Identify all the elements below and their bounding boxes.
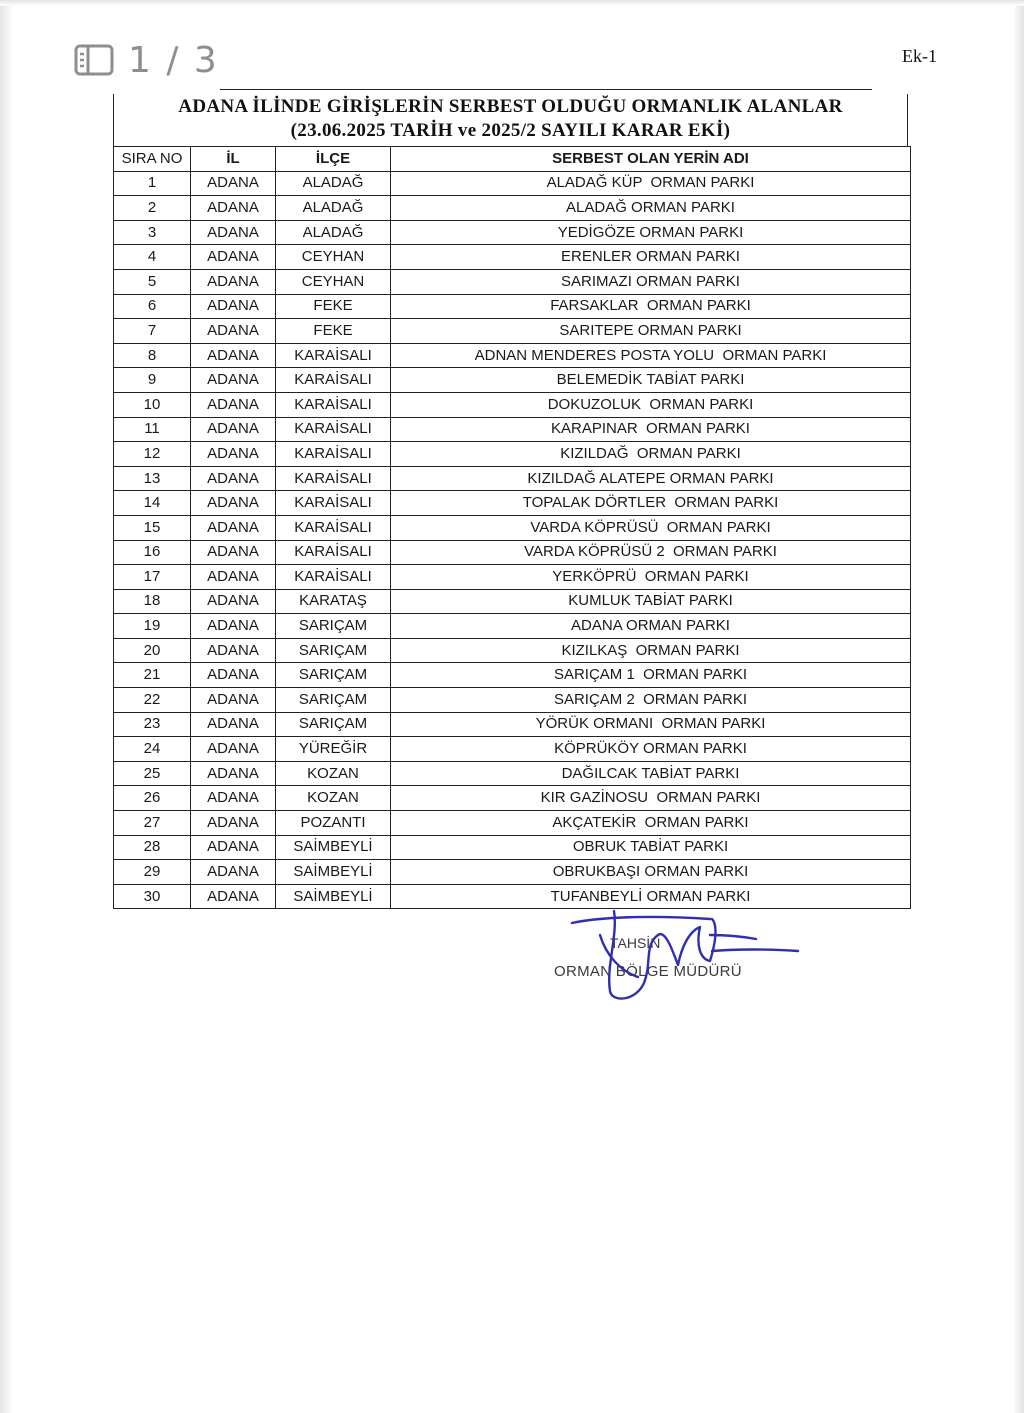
cell-yer-adi: KARAPINAR ORMAN PARKI <box>391 417 911 442</box>
cell-yer-adi: OBRUK TABİAT PARKI <box>391 835 911 860</box>
cell-yer-adi: ALADAĞ KÜP ORMAN PARKI <box>391 171 911 196</box>
page-number-text: 1 / 3 <box>128 39 219 81</box>
table-row <box>114 417 911 442</box>
cell-sira-no: 6 <box>114 294 191 319</box>
cell-ilce: KARAİSALI <box>276 515 391 540</box>
cell-ilce: KARAİSALI <box>276 417 391 442</box>
cell-il: ADANA <box>191 220 276 245</box>
cell-il: ADANA <box>191 835 276 860</box>
cell-yer-adi: KÖPRÜKÖY ORMAN PARKI <box>391 737 911 762</box>
table-row <box>114 860 911 885</box>
cell-yer-adi: ADNAN MENDERES POSTA YOLU ORMAN PARKI <box>391 343 911 368</box>
cell-ilce: FEKE <box>276 294 391 319</box>
cell-il: ADANA <box>191 196 276 221</box>
cell-il: ADANA <box>191 811 276 836</box>
cell-il: ADANA <box>191 417 276 442</box>
cell-yer-adi: FARSAKLAR ORMAN PARKI <box>391 294 911 319</box>
title-top-rule <box>220 89 872 90</box>
cell-sira-no: 29 <box>114 860 191 885</box>
document-title-block <box>113 94 908 146</box>
cell-il: ADANA <box>191 491 276 516</box>
cell-il: ADANA <box>191 737 276 762</box>
signature-scribble <box>540 905 810 1005</box>
cell-sira-no: 13 <box>114 466 191 491</box>
cell-il: ADANA <box>191 368 276 393</box>
cell-yer-adi: KIR GAZİNOSU ORMAN PARKI <box>391 786 911 811</box>
cell-sira-no: 9 <box>114 368 191 393</box>
cell-il: ADANA <box>191 688 276 713</box>
cell-ilce: KARAİSALI <box>276 442 391 467</box>
cell-ilce: SAİMBEYLİ <box>276 835 391 860</box>
cell-il: ADANA <box>191 392 276 417</box>
cell-yer-adi: YÖRÜK ORMANI ORMAN PARKI <box>391 712 911 737</box>
cell-yer-adi: SARITEPE ORMAN PARKI <box>391 319 911 344</box>
table-row <box>114 343 911 368</box>
cell-ilce: SAİMBEYLİ <box>276 884 391 909</box>
cell-sira-no: 8 <box>114 343 191 368</box>
cell-il: ADANA <box>191 786 276 811</box>
cell-sira-no: 21 <box>114 663 191 688</box>
cell-il: ADANA <box>191 638 276 663</box>
cell-yer-adi: SARIÇAM 1 ORMAN PARKI <box>391 663 911 688</box>
cell-ilce: SARIÇAM <box>276 638 391 663</box>
cell-ilce: CEYHAN <box>276 245 391 270</box>
table-row <box>114 491 911 516</box>
cell-ilce: KARAİSALI <box>276 491 391 516</box>
document-title: ADANA İLİNDE GİRİŞLERİN SERBEST OLDUĞU ORMANLIK ALANLAR <box>178 96 843 117</box>
cell-ilce: ALADAĞ <box>276 196 391 221</box>
cell-sira-no: 12 <box>114 442 191 467</box>
table-row <box>114 319 911 344</box>
cell-ilce: KARAİSALI <box>276 565 391 590</box>
cell-yer-adi: ALADAĞ ORMAN PARKI <box>391 196 911 221</box>
table-row <box>114 811 911 836</box>
cell-ilce: KARAİSALI <box>276 540 391 565</box>
cell-il: ADANA <box>191 884 276 909</box>
cell-yer-adi: KIZILDAĞ ALATEPE ORMAN PARKI <box>391 466 911 491</box>
cell-sira-no: 30 <box>114 884 191 909</box>
cell-sira-no: 18 <box>114 589 191 614</box>
table-row <box>114 786 911 811</box>
cell-yer-adi: KIZILDAĞ ORMAN PARKI <box>391 442 911 467</box>
cell-il: ADANA <box>191 294 276 319</box>
cell-ilce: KOZAN <box>276 761 391 786</box>
cell-ilce: FEKE <box>276 319 391 344</box>
cell-yer-adi: SARIMAZI ORMAN PARKI <box>391 269 911 294</box>
cell-il: ADANA <box>191 589 276 614</box>
table-row <box>114 638 911 663</box>
cell-ilce: CEYHAN <box>276 269 391 294</box>
cell-sira-no: 20 <box>114 638 191 663</box>
cell-ilce: KARAİSALI <box>276 392 391 417</box>
table-row <box>114 688 911 713</box>
table-row <box>114 540 911 565</box>
cell-sira-no: 16 <box>114 540 191 565</box>
cell-il: ADANA <box>191 565 276 590</box>
cell-il: ADANA <box>191 712 276 737</box>
cell-sira-no: 23 <box>114 712 191 737</box>
cell-sira-no: 22 <box>114 688 191 713</box>
cell-sira-no: 2 <box>114 196 191 221</box>
cell-sira-no: 26 <box>114 786 191 811</box>
column-header-sira-no: SIRA NO <box>114 147 191 172</box>
table-row <box>114 663 911 688</box>
document-subtitle: (23.06.2025 TARİH ve 2025/2 SAYILI KARAR EKİ) <box>290 120 731 141</box>
cell-il: ADANA <box>191 442 276 467</box>
cell-sira-no: 10 <box>114 392 191 417</box>
cell-sira-no: 15 <box>114 515 191 540</box>
cell-ilce: ALADAĞ <box>276 220 391 245</box>
cell-yer-adi: VARDA KÖPRÜSÜ ORMAN PARKI <box>391 515 911 540</box>
cell-sira-no: 28 <box>114 835 191 860</box>
cell-yer-adi: VARDA KÖPRÜSÜ 2 ORMAN PARKI <box>391 540 911 565</box>
column-header-yer-adi: SERBEST OLAN YERİN ADI <box>391 147 911 172</box>
cell-ilce: KOZAN <box>276 786 391 811</box>
cell-sira-no: 1 <box>114 171 191 196</box>
signature-block <box>540 905 810 1005</box>
cell-ilce: SARIÇAM <box>276 688 391 713</box>
table-row <box>114 245 911 270</box>
cell-yer-adi: KIZILKAŞ ORMAN PARKI <box>391 638 911 663</box>
page-indicator[interactable] <box>74 40 219 80</box>
table-row <box>114 737 911 762</box>
page-right-edge <box>1014 0 1024 1413</box>
table-row <box>114 196 911 221</box>
table-row <box>114 515 911 540</box>
cell-yer-adi: YERKÖPRÜ ORMAN PARKI <box>391 565 911 590</box>
cell-yer-adi: DAĞILCAK TABİAT PARKI <box>391 761 911 786</box>
cell-ilce: POZANTI <box>276 811 391 836</box>
cell-il: ADANA <box>191 663 276 688</box>
cell-sira-no: 5 <box>114 269 191 294</box>
cell-sira-no: 17 <box>114 565 191 590</box>
cell-il: ADANA <box>191 269 276 294</box>
table-row <box>114 269 911 294</box>
cell-ilce: YÜREĞİR <box>276 737 391 762</box>
table-row <box>114 171 911 196</box>
cell-il: ADANA <box>191 761 276 786</box>
cell-ilce: KARAİSALI <box>276 466 391 491</box>
cell-yer-adi: OBRUKBAŞI ORMAN PARKI <box>391 860 911 885</box>
table-header-row <box>114 147 911 172</box>
table-row <box>114 368 911 393</box>
cell-il: ADANA <box>191 614 276 639</box>
cell-yer-adi: KUMLUK TABİAT PARKI <box>391 589 911 614</box>
table-row <box>114 614 911 639</box>
table-row <box>114 294 911 319</box>
cell-ilce: SARIÇAM <box>276 712 391 737</box>
cell-il: ADANA <box>191 860 276 885</box>
cell-il: ADANA <box>191 171 276 196</box>
annex-label: Ek-1 <box>902 46 937 66</box>
cell-sira-no: 25 <box>114 761 191 786</box>
cell-sira-no: 27 <box>114 811 191 836</box>
forest-areas-table <box>113 146 911 909</box>
cell-ilce: SARIÇAM <box>276 614 391 639</box>
cell-yer-adi: AKÇATEKİR ORMAN PARKI <box>391 811 911 836</box>
cell-sira-no: 3 <box>114 220 191 245</box>
cell-sira-no: 7 <box>114 319 191 344</box>
table-row <box>114 712 911 737</box>
cell-yer-adi: TOPALAK DÖRTLER ORMAN PARKI <box>391 491 911 516</box>
cell-yer-adi: BELEMEDİK TABİAT PARKI <box>391 368 911 393</box>
page-left-edge <box>0 0 12 1413</box>
table-row <box>114 442 911 467</box>
cell-yer-adi: YEDİGÖZE ORMAN PARKI <box>391 220 911 245</box>
column-header-il: İL <box>191 147 276 172</box>
table-row <box>114 220 911 245</box>
table-row <box>114 835 911 860</box>
table-row <box>114 466 911 491</box>
cell-ilce: KARAİSALI <box>276 343 391 368</box>
cell-sira-no: 4 <box>114 245 191 270</box>
cell-yer-adi: ADANA ORMAN PARKI <box>391 614 911 639</box>
column-header-ilce: İLÇE <box>276 147 391 172</box>
cell-yer-adi: TUFANBEYLİ ORMAN PARKI <box>391 884 911 909</box>
table-row <box>114 565 911 590</box>
cell-sira-no: 19 <box>114 614 191 639</box>
sidebar-panel-icon[interactable] <box>74 44 114 76</box>
cell-ilce: SAİMBEYLİ <box>276 860 391 885</box>
cell-yer-adi: DOKUZOLUK ORMAN PARKI <box>391 392 911 417</box>
cell-il: ADANA <box>191 466 276 491</box>
cell-il: ADANA <box>191 319 276 344</box>
cell-ilce: KARAİSALI <box>276 368 391 393</box>
cell-ilce: SARIÇAM <box>276 663 391 688</box>
cell-yer-adi: ERENLER ORMAN PARKI <box>391 245 911 270</box>
page-top-edge <box>0 0 1024 6</box>
signatory-name: TAHSİN <box>610 935 661 951</box>
cell-il: ADANA <box>191 540 276 565</box>
cell-il: ADANA <box>191 343 276 368</box>
cell-il: ADANA <box>191 245 276 270</box>
cell-il: ADANA <box>191 515 276 540</box>
cell-yer-adi: SARIÇAM 2 ORMAN PARKI <box>391 688 911 713</box>
cell-ilce: KARATAŞ <box>276 589 391 614</box>
table-row <box>114 761 911 786</box>
table-row <box>114 392 911 417</box>
cell-sira-no: 24 <box>114 737 191 762</box>
signatory-role: ORMAN BÖLGE MÜDÜRÜ <box>554 963 742 980</box>
cell-sira-no: 14 <box>114 491 191 516</box>
cell-ilce: ALADAĞ <box>276 171 391 196</box>
cell-sira-no: 11 <box>114 417 191 442</box>
table-row <box>114 589 911 614</box>
